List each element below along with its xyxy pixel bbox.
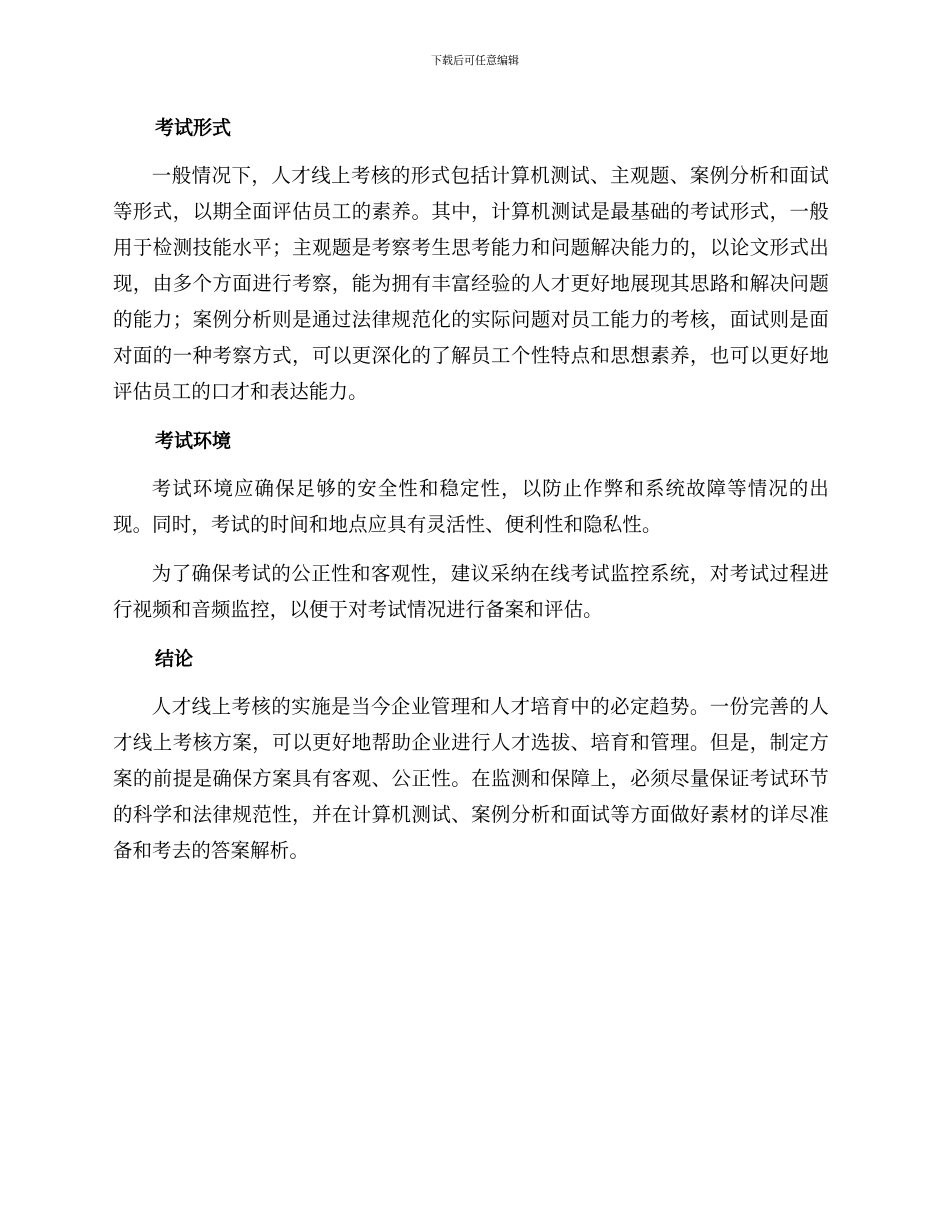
- paragraph-exam-environment-1: 考试环境应确保足够的安全性和稳定性，以防止作弊和系统故障等情况的出现。同时，考试的时间和地点应具有灵活性、便利性和隐私性。: [113, 477, 829, 536]
- document-body: [113, 110, 829, 882]
- paragraph-exam-environment-2: 为了确保考试的公正性和客观性，建议采纳在线考试监控系统，对考试过程进行视频和音频监控，以便于对考试情况进行备案和评估。: [113, 562, 829, 621]
- header-note: 下载后可任意编辑: [431, 54, 519, 67]
- section-heading-exam-environment: 考试环境: [155, 430, 232, 452]
- paragraph-conclusion: 人才线上考核的实施是当今企业管理和人才培育中的必定趋势。一份完善的人才线上考核方案，可以更好地帮助企业进行人才选拔、培育和管理。但是，制定方案的前提是确保方案具有客观、公正性。在监测和保障上，必须尽量保证考试环节的科学和法律规范性，并在计算机测试、案例分析和面试等方面做好素材的详尽准备和考去的答案解析。: [113, 695, 829, 862]
- section-heading-conclusion: 结论: [155, 648, 194, 670]
- paragraph-exam-format: 一般情况下，人才线上考核的形式包括计算机测试、主观题、案例分析和面试等形式，以期全面评估员工的素养。其中，计算机测试是最基础的考试形式，一般用于检测技能水平；主观题是考察考生思考能力和问题解决能力的，以论文形式出现，由多个方面进行考察，能为拥有丰富经验的人才更好地展现其思路和解决问题的能力；案例分析则是通过法律规范化的实际问题对员工能力的考核，面试则是面对面的一种考察方式，可以更深化的了解员工个性特点和思想素养，也可以更好地评估员工的口才和表达能力。: [113, 164, 829, 403]
- section-heading-exam-format: 考试形式: [155, 117, 232, 139]
